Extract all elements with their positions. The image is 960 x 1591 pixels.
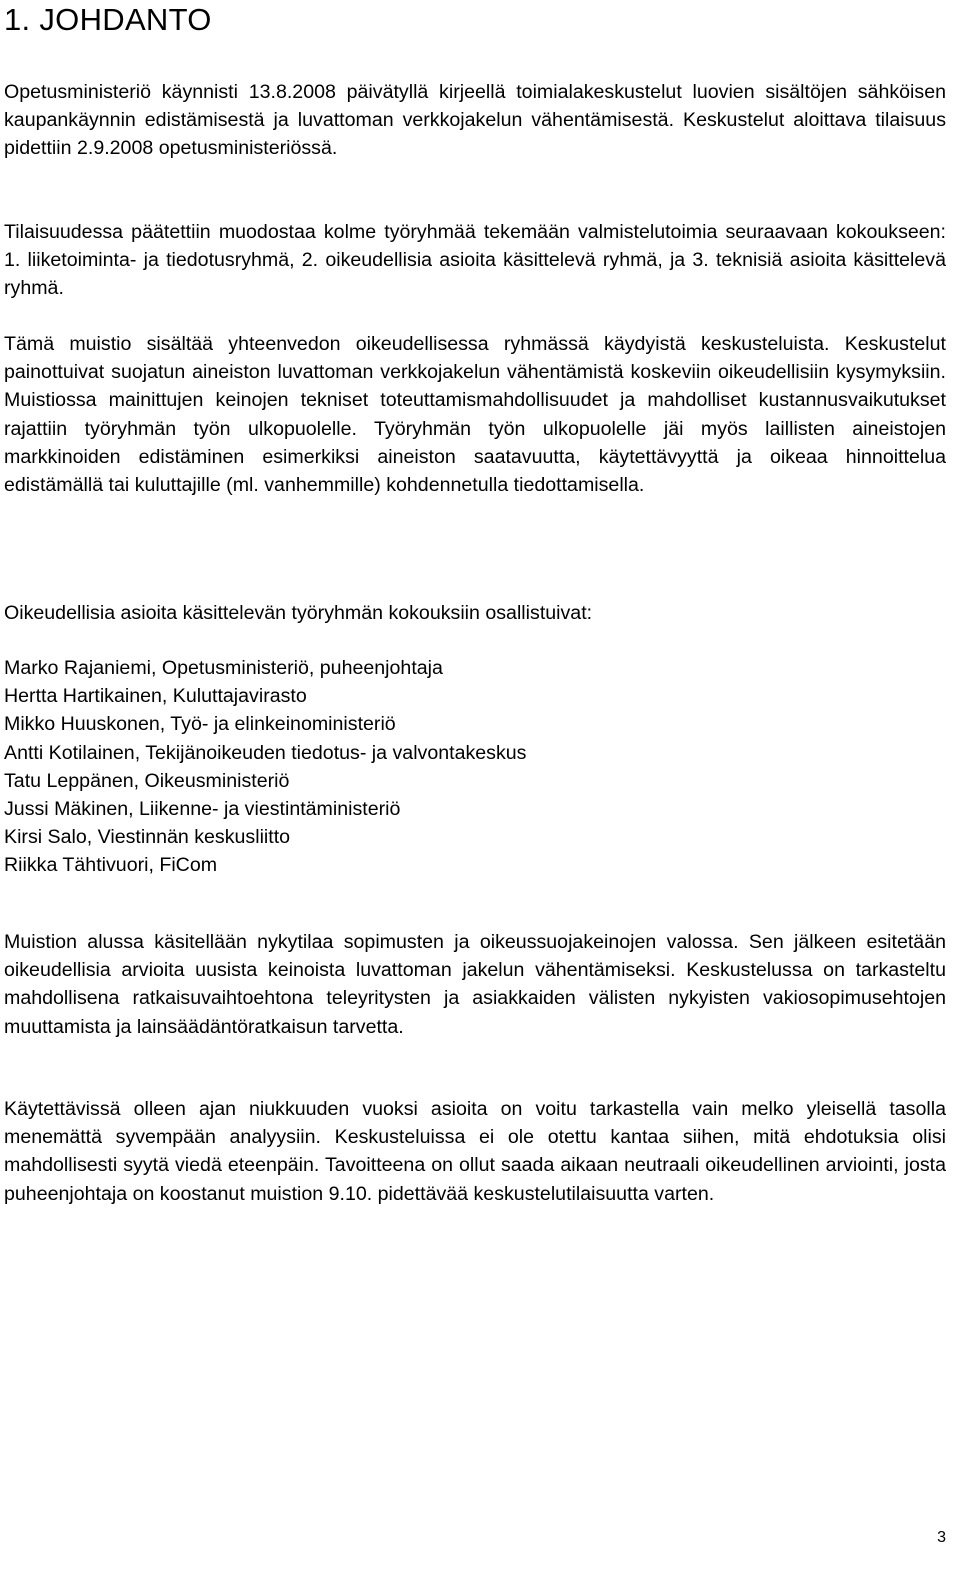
participant-item: Tatu Leppänen, Oikeusministeriö	[4, 769, 290, 792]
page-number: 3	[937, 1529, 946, 1546]
participant-item: Jussi Mäkinen, Liikenne- ja viestintäministeriö	[4, 798, 401, 821]
paragraph-memo-structure: Muistion alussa käsitellään nykytilaa sopimusten ja oikeussuojakeinojen valossa. Sen jälkeen esitetään oikeudellisia arvioita uusista keinoista luvattoman jakelun vähentämiseksi. Keskustelussa on tarkasteltu mahdollisena ratkaisuvaihtoehtona teleyritysten ja asiakkaiden välisten nykyisten vakiosopimusehtojen muuttamista ja lainsäädäntöratkaisun tarvetta.	[4, 931, 946, 1038]
participant-item: Kirsi Salo, Viestinnän keskusliitto	[4, 826, 291, 849]
participant-list	[4, 654, 946, 880]
participant-item: Riikka Tähtivuori, FiCom	[4, 854, 218, 877]
paragraph-memo-summary: Tämä muistio sisältää yhteenvedon oikeudellisessa ryhmässä käydyistä keskusteluista. Keskustelut painottuivat suojatun aineiston luvattoman verkkojakelun vähentämistä koskeviin oikeudellisiin kysymyksiin. Muistiossa mainittujen keinojen tekniset toteuttamismahdollisuudet ja mahdolliset kustannusvaikutukset rajattiin työryhmän työn ulkopuolelle. Työryhmän työn ulkopuolelle jäi myös laillisten aineistojen markkinoiden edistäminen esimerkiksi aineiston saatavuutta, käytettävyyttä ja oikeaa hinnoittelua edistämällä tai kuluttajille (ml. vanhemmille) kohdennetulla tiedottamisella.	[4, 333, 946, 497]
paragraph-working-groups: Tilaisuudessa päätettiin muodostaa kolme työryhmää tekemään valmistelutoimia seuraavaan kokoukseen: 1. liiketoiminta- ja tiedotusryhmä, 2. oikeudellisia asioita käsittelevä ryhmä, ja 3. teknisiä asioita käsittelevä ryhmä.	[4, 221, 946, 300]
participant-item: Marko Rajaniemi, Opetusministeriö, puheenjohtaja	[4, 657, 443, 679]
participant-item: Antti Kotilainen, Tekijänoikeuden tiedotus- ja valvontakeskus	[4, 741, 527, 764]
participant-item: Mikko Huuskonen, Työ- ja elinkeinoministeriö	[4, 713, 396, 736]
paragraph-intro: Opetusministeriö käynnisti 13.8.2008 päivätyllä kirjeellä toimialakeskustelut luovien sisältöjen sähköisen kaupankäynnin edistämisestä ja luvattoman verkkojakelun vähentämisestä. Keskustelut aloittava tilaisuus pidettiin 2.9.2008 opetusministeriössä.	[4, 81, 946, 160]
paragraph-participants-intro: Oikeudellisia asioita käsittelevän työryhmän kokouksiin osallistuivat:	[4, 602, 593, 624]
participant-item: Hertta Hartikainen, Kuluttajavirasto	[4, 685, 307, 708]
paragraph-limitations: Käytettävissä olleen ajan niukkuuden vuoksi asioita on voitu tarkastella vain melko yleisellä tasolla menemättä syvempään analyysiin. Keskusteluissa ei ole otettu kantaa siihen, mitä ehdotuksia olisi mahdollisesti syytä viedä eteenpäin. Tavoitteena on ollut saada aikaan neutraali oikeudellinen arviointi, josta puheenjohtaja on koostanut muistion 9.10. pidettävää keskustelutilaisuutta varten.	[4, 1098, 946, 1205]
section-heading: 1. JOHDANTO	[4, 2, 212, 37]
